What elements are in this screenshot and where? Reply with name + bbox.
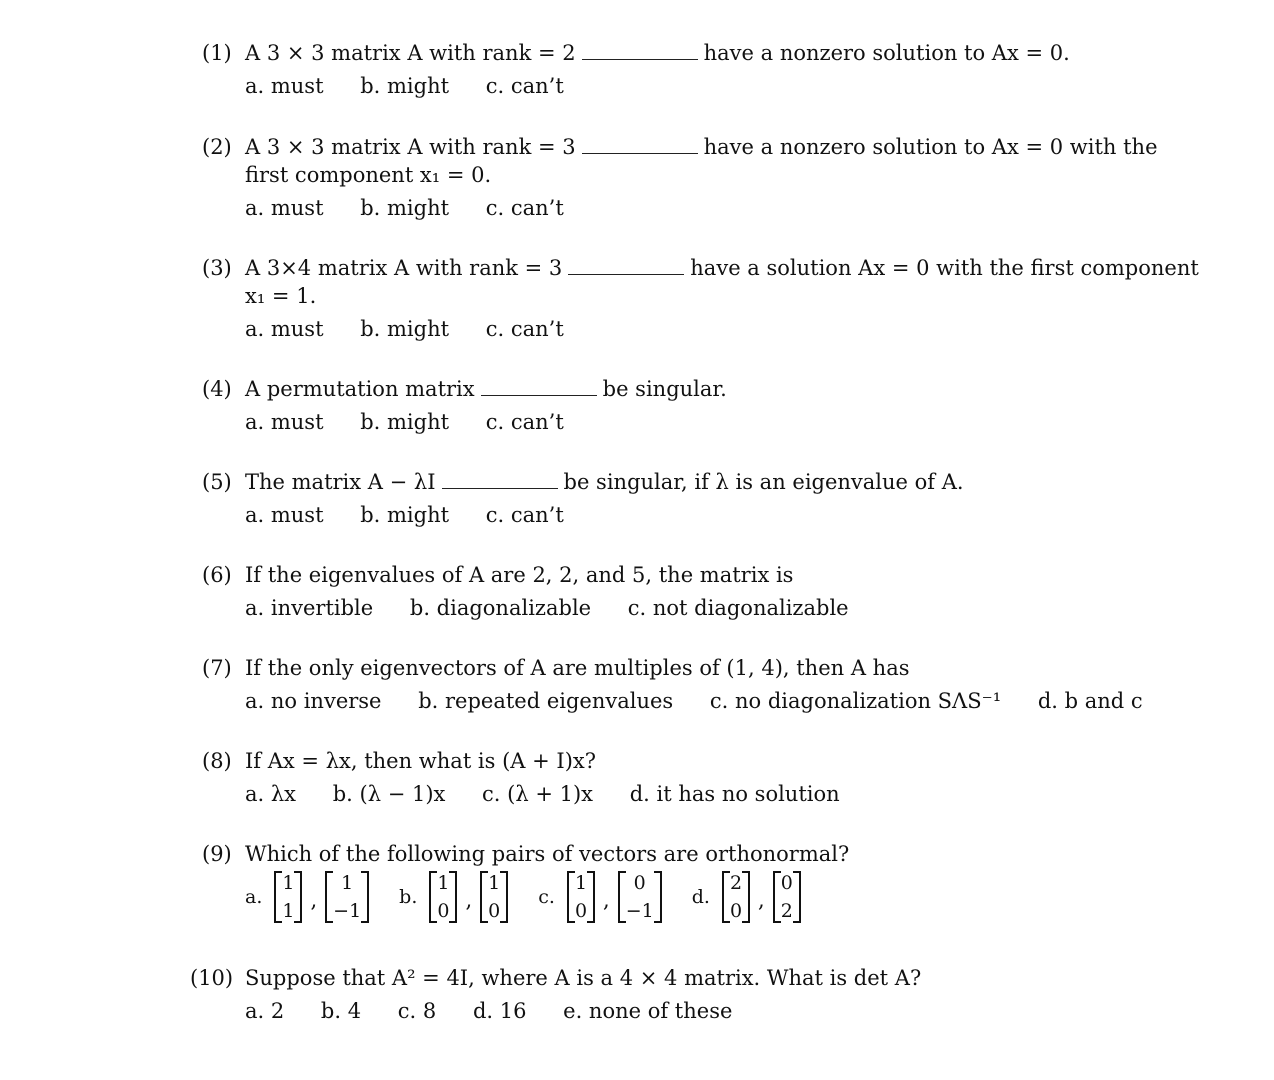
option-b[interactable] bbox=[399, 871, 508, 923]
option-c[interactable]: c. can’t bbox=[485, 410, 564, 434]
prompt-after: have a solution Ax = 0 with the first component bbox=[690, 256, 1199, 280]
option-c[interactable]: c. can’t bbox=[485, 317, 564, 341]
option-c[interactable] bbox=[538, 871, 661, 923]
option-b[interactable]: b. might bbox=[360, 196, 450, 220]
option-a[interactable] bbox=[245, 871, 369, 923]
options bbox=[245, 195, 594, 221]
vector-2 bbox=[773, 871, 801, 923]
comma: , bbox=[465, 888, 473, 912]
vector-options bbox=[245, 871, 831, 923]
vector-entry: 1 bbox=[341, 872, 354, 894]
option-b[interactable]: b. might bbox=[360, 74, 450, 98]
option-d[interactable]: d. it has no solution bbox=[629, 782, 840, 806]
option-b[interactable]: b. repeated eigenvalues bbox=[418, 689, 674, 713]
options bbox=[245, 316, 594, 342]
prompt-before: A 3 × 3 matrix A with rank = 3 bbox=[245, 135, 576, 159]
prompt-line-2: first component x₁ = 0. bbox=[245, 163, 492, 187]
question-prompt bbox=[245, 134, 1158, 160]
option-a[interactable]: a. invertible bbox=[245, 596, 374, 620]
option-a[interactable]: a. must bbox=[245, 410, 324, 434]
option-c[interactable]: c. 8 bbox=[397, 999, 437, 1023]
answer-blank[interactable] bbox=[442, 470, 558, 489]
option-b[interactable]: b. might bbox=[360, 410, 450, 434]
question-number: (4) bbox=[202, 377, 232, 401]
vector-entry: 2 bbox=[729, 872, 743, 894]
answer-blank[interactable] bbox=[582, 135, 698, 154]
question-prompt: If the eigenvalues of A are 2, 2, and 5, the matrix is bbox=[245, 563, 794, 587]
vector-1 bbox=[567, 871, 595, 923]
question-number: (10) bbox=[190, 966, 234, 990]
vector-entry: 1 bbox=[282, 900, 295, 922]
vector-entry: −1 bbox=[625, 900, 654, 922]
options bbox=[245, 409, 594, 435]
question-number: (7) bbox=[202, 656, 232, 680]
options bbox=[245, 73, 594, 99]
option-label: b. bbox=[399, 886, 418, 908]
vector-entry: 0 bbox=[729, 900, 743, 922]
prompt-before: The matrix A − λI bbox=[245, 470, 436, 494]
option-b[interactable]: b. (λ − 1)x bbox=[332, 782, 446, 806]
vector-entry: 1 bbox=[437, 872, 450, 894]
question-number: (6) bbox=[202, 563, 232, 587]
comma: , bbox=[310, 888, 318, 912]
question-number: (1) bbox=[202, 41, 232, 65]
option-a[interactable]: a. must bbox=[245, 317, 324, 341]
prompt-before: A permutation matrix bbox=[245, 377, 475, 401]
prompt-before: A 3×4 matrix A with rank = 3 bbox=[245, 256, 563, 280]
option-c[interactable]: c. (λ + 1)x bbox=[482, 782, 594, 806]
question-prompt bbox=[245, 376, 727, 402]
option-c[interactable]: c. not diagonalizable bbox=[627, 596, 849, 620]
options bbox=[245, 595, 879, 621]
options bbox=[245, 688, 1173, 714]
option-label: c. bbox=[538, 886, 555, 908]
vector-entry: 0 bbox=[437, 900, 450, 922]
question-prompt bbox=[245, 40, 1070, 66]
option-c[interactable]: c. can’t bbox=[485, 74, 564, 98]
vector-2 bbox=[325, 871, 369, 923]
prompt-after: be singular, if λ is an eigenvalue of A. bbox=[563, 470, 964, 494]
comma: , bbox=[758, 888, 765, 912]
prompt-after: be singular. bbox=[602, 377, 727, 401]
vector-entry: 0 bbox=[488, 900, 501, 922]
question-prompt: Suppose that A² = 4I, where A is a 4 × 4 matrix. What is det A? bbox=[245, 966, 922, 990]
option-e[interactable]: e. none of these bbox=[563, 999, 733, 1023]
question-prompt bbox=[245, 255, 1199, 281]
prompt-after: have a nonzero solution to Ax = 0. bbox=[703, 41, 1070, 65]
option-b[interactable]: b. diagonalizable bbox=[409, 596, 592, 620]
question-number: (8) bbox=[202, 749, 232, 773]
question-prompt: If the only eigenvectors of A are multiples of (1, 4), then A has bbox=[245, 656, 910, 680]
option-label: a. bbox=[245, 886, 263, 908]
option-d[interactable]: d. b and c bbox=[1037, 689, 1143, 713]
option-a[interactable]: a. 2 bbox=[245, 999, 285, 1023]
vector-1 bbox=[722, 871, 750, 923]
option-a[interactable]: a. must bbox=[245, 196, 324, 220]
vector-1 bbox=[429, 871, 457, 923]
option-d[interactable] bbox=[692, 871, 801, 923]
question-number: (5) bbox=[202, 470, 232, 494]
question-number: (2) bbox=[202, 135, 232, 159]
prompt-line-2: x₁ = 1. bbox=[245, 284, 317, 308]
vector-entry: 1 bbox=[488, 872, 501, 894]
question-prompt bbox=[245, 469, 964, 495]
vector-entry: −1 bbox=[333, 900, 362, 922]
vector-2 bbox=[480, 871, 508, 923]
option-a[interactable]: a. must bbox=[245, 74, 324, 98]
options bbox=[245, 502, 594, 528]
answer-blank[interactable] bbox=[568, 256, 684, 275]
option-label: d. bbox=[691, 886, 710, 908]
comma: , bbox=[603, 888, 610, 912]
question-number: (3) bbox=[202, 256, 232, 280]
option-b[interactable]: b. might bbox=[360, 317, 450, 341]
question-prompt: If Ax = λx, then what is (A + I)x? bbox=[245, 749, 596, 773]
option-b[interactable]: b. 4 bbox=[320, 999, 362, 1023]
vector-entry: 1 bbox=[282, 872, 295, 894]
vector-entry: 0 bbox=[780, 872, 793, 894]
vector-entry: 0 bbox=[633, 872, 646, 894]
prompt-after: have a nonzero solution to Ax = 0 with the bbox=[703, 135, 1158, 159]
vector-entry: 2 bbox=[780, 900, 793, 922]
answer-blank[interactable] bbox=[481, 377, 597, 396]
option-c[interactable]: c. can’t bbox=[485, 503, 564, 527]
vector-entry: 1 bbox=[574, 872, 588, 894]
prompt-before: A 3 × 3 matrix A with rank = 2 bbox=[245, 41, 576, 65]
option-b[interactable]: b. might bbox=[360, 503, 450, 527]
options bbox=[245, 998, 762, 1024]
option-a[interactable]: a. no inverse bbox=[245, 689, 382, 713]
option-c[interactable]: c. can’t bbox=[485, 196, 564, 220]
option-c[interactable]: c. no diagonalization SΛS⁻¹ bbox=[709, 689, 1002, 713]
question-prompt: Which of the following pairs of vectors are orthonormal? bbox=[245, 842, 850, 866]
vector-entry: 0 bbox=[574, 900, 588, 922]
option-a[interactable]: a. must bbox=[245, 503, 324, 527]
option-a[interactable]: a. λx bbox=[245, 782, 297, 806]
answer-blank[interactable] bbox=[582, 41, 698, 60]
vector-1 bbox=[274, 871, 302, 923]
question-number: (9) bbox=[202, 842, 232, 866]
vector-2 bbox=[618, 871, 662, 923]
option-d[interactable]: d. 16 bbox=[472, 999, 527, 1023]
options bbox=[245, 781, 870, 807]
